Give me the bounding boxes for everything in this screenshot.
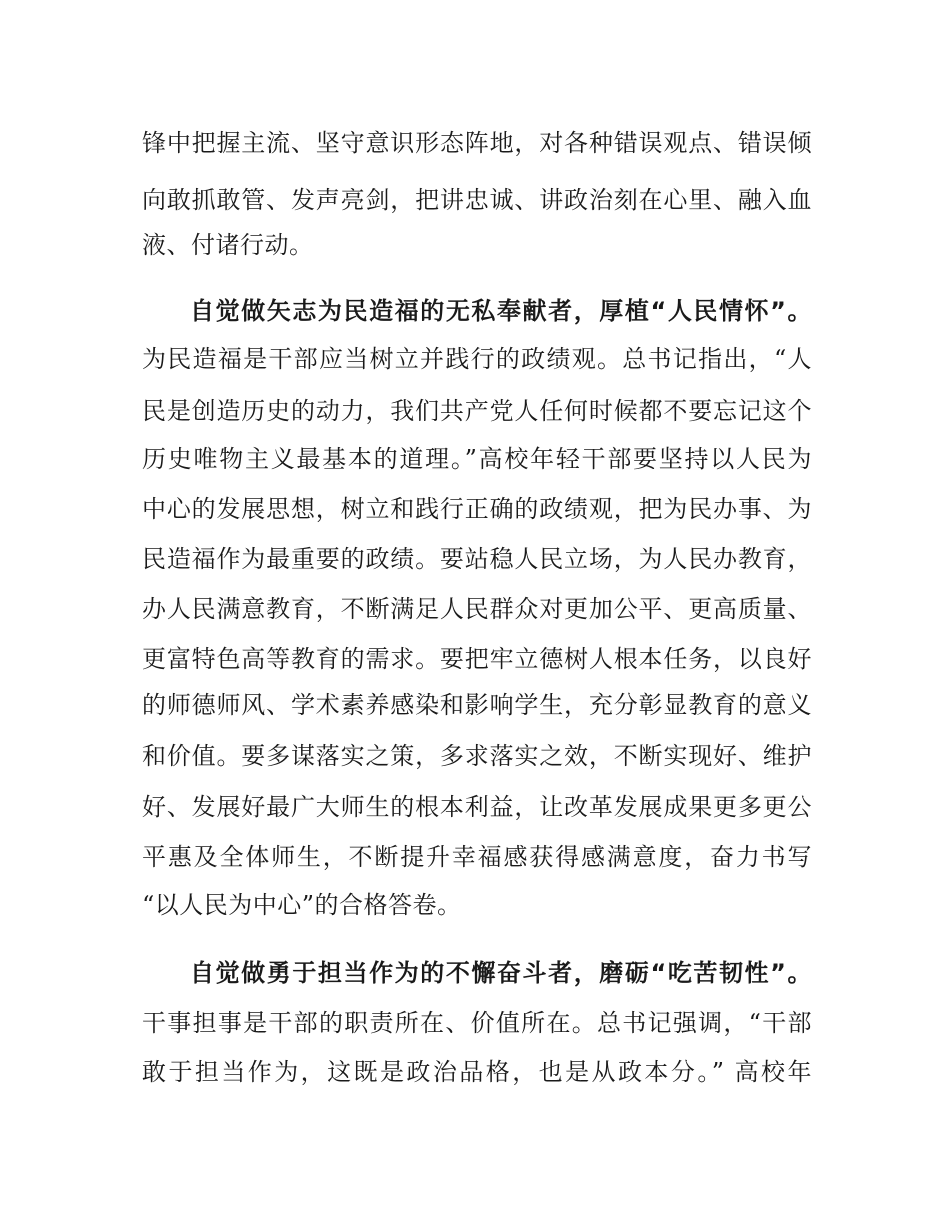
paragraph-2-line-7: 更富特色高等教育的需求。要把牢立德树人根本任务，以良好 (142, 645, 812, 673)
paragraph-1-line-3: 液、付诸行动。 (142, 231, 314, 259)
paragraph-2-line-3: 历史唯物主义最基本的道理。”高校年轻干部要坚持以人民为 (142, 445, 812, 473)
paragraph-2-line-2: 民是创造历史的动力，我们共产党人任何时候都不要忘记这个 (142, 397, 812, 425)
paragraph-1-line-1: 锋中把握主流、坚守意识形态阵地，对各种错误观点、错误倾 (142, 129, 812, 157)
paragraph-2-line-9: 和价值。要多谋落实之策，多求落实之效，不断实现好、维护 (142, 742, 812, 770)
paragraph-2-line-11: 平惠及全体师生，不断提升幸福感获得感满意度，奋力书写 (142, 843, 812, 871)
paragraph-2-line-4: 中心的发展思想，树立和践行正确的政绩观，把为民办事、为 (142, 495, 812, 523)
paragraph-2-line-8: 的师德师风、学术素养感染和影响学生，充分彰显教育的意义 (142, 691, 812, 719)
paragraph-1-line-2: 向敢抓敢管、发声亮剑，把讲忠诚、讲政治刻在心里、融入血 (142, 186, 812, 214)
paragraph-3-line-2: 敢于担当作为，这既是政治品格，也是从政本分。” 高校年 (142, 1058, 812, 1086)
paragraph-2-heading: 自觉做矢志为民造福的无私奉献者，厚植“人民情怀”。 (190, 297, 812, 325)
paragraph-3-heading: 自觉做勇于担当作为的不懈奋斗者，磨砺“吃苦韧性”。 (190, 959, 812, 987)
paragraph-2-line-6: 办人民满意教育，不断满足人民群众对更加公平、更高质量、 (142, 595, 812, 623)
paragraph-2-line-5: 民造福作为最重要的政绩。要站稳人民立场，为人民办教育， (142, 545, 812, 573)
paragraph-2-line-10: 好、发展好最广大师生的根本利益，让改革发展成果更多更公 (142, 793, 812, 821)
paragraph-2-line-12: “以人民为中心”的合格答卷。 (142, 891, 462, 919)
paragraph-3-line-1: 干事担事是干部的职责所在、价值所在。总书记强调，“干部 (142, 1009, 812, 1037)
paragraph-2-line-1: 为民造福是干部应当树立并践行的政绩观。总书记指出，“人 (142, 345, 812, 373)
